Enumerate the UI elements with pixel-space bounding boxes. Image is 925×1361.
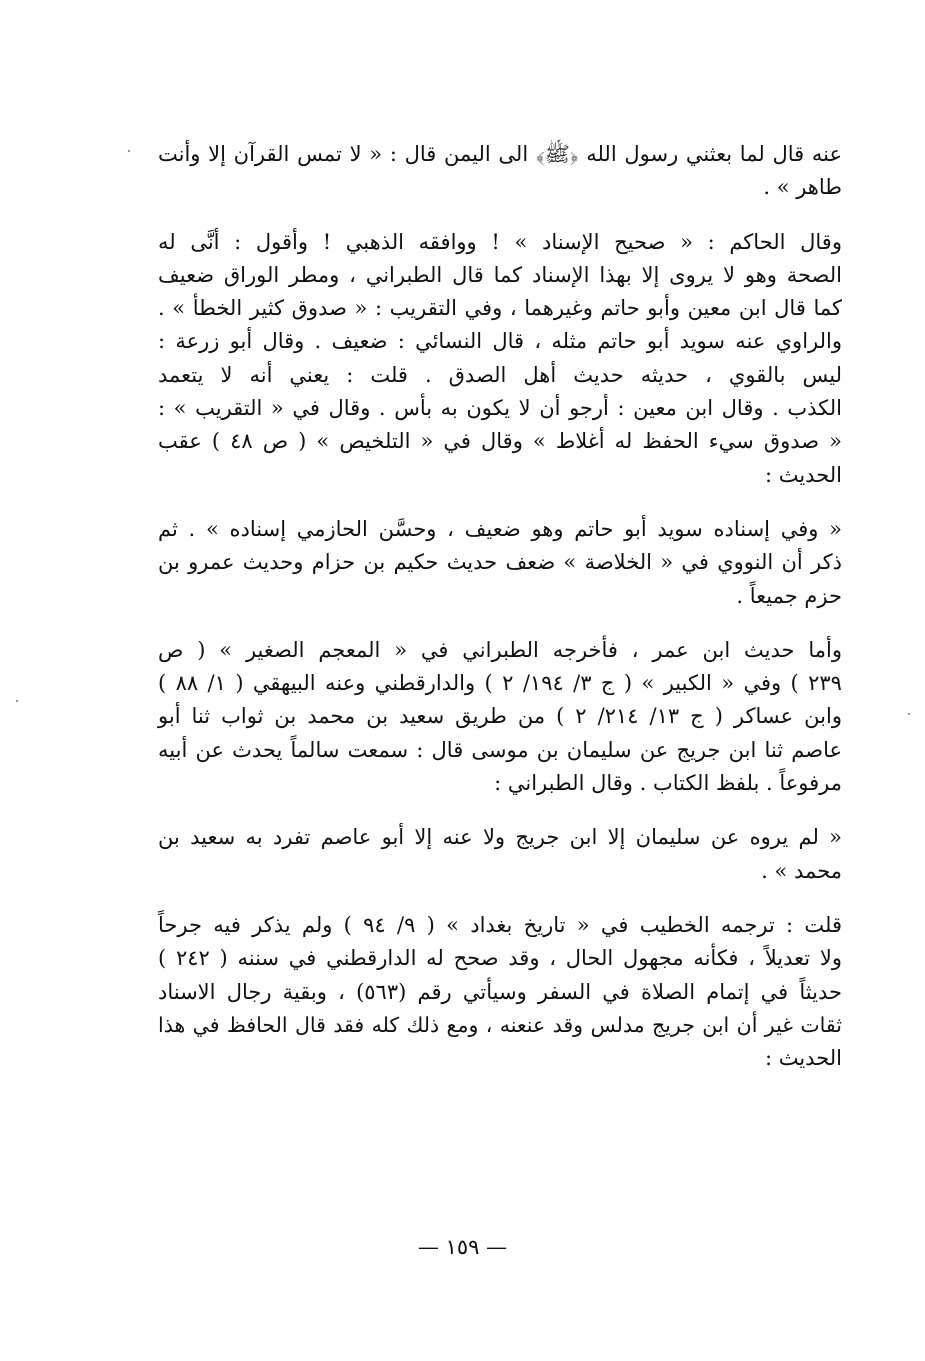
paragraph-spacer (158, 492, 842, 513)
scan-speck (16, 700, 18, 702)
text-line: وابن عساكر ( ج ١٣/ ٢١٤/ ٢ ) من طريق سعيد بن محمد بن ثواب ثنا أبو (158, 704, 842, 729)
page-body (158, 138, 842, 1075)
paragraph-spacer (158, 205, 842, 226)
text-line: محمد » . (761, 858, 842, 883)
text-line: الكذب . وقال ابن معين : أرجو أن لا يكون به بأس . وقال في « التقريب » : (158, 396, 842, 421)
text-line: عنه قال لما بعثني رسول الله ﴿ﷺ﴾ الى اليمن قال : « لا تمس القرآن إلا وأنت (158, 142, 842, 166)
text-line: قلت : ترجمه الخطيب في « تاريخ بغداد » ( ٩/ ٩٤ ) ولم يذكر فيه جرحاً (158, 912, 842, 937)
text-line: ولا تعديلاً ، فكأنه مجهول الحال ، وقد صحح له الدارقطني في سننه ( ٢٤٢ ) (158, 946, 842, 971)
text-line: عاصم ثنا ابن جريج عن سليمان بن موسى قال : سمعت سالماً يحدث عن أبيه (158, 737, 842, 762)
text-line: « صدوق سيء الحفظ له أغلاط » وقال في « التلخيص » ( ص ٤٨ ) عقب (158, 429, 842, 454)
text-line: الصحة وهو لا يروى إلا بهذا الإسناد كما قال الطبراني ، ومطر الوراق ضعيف (158, 262, 842, 287)
text-line: كما قال ابن معين وأبو حاتم وغيرهما ، وفي التقريب : « صدوق كثير الخطأ » . (158, 296, 842, 321)
text-line: ٢٣٩ ) وفي « الكبير » ( ج ٣/ ١٩٤/ ٢ ) والدارقطني وعنه البيهقي ( ١/ ٨٨ ) (158, 671, 842, 696)
paragraph-1 (158, 138, 842, 205)
text-line: طاهر » . (763, 175, 842, 200)
text-line: حديثاً في إتمام الصلاة في السفر وسيأتي رقم (٥٦٣) ، وبقية رجال الاسناد (158, 979, 842, 1004)
text-line: « لم يروه عن سليمان إلا ابن جريج ولا عنه إلا أبو عاصم تفرد به سعيد بن (158, 825, 842, 850)
text-line: وأما حديث ابن عمر ، فأخرجه الطبراني في « المعجم الصغير » ( ص (158, 637, 842, 662)
paragraph-5 (158, 821, 842, 888)
text-line: ليس بالقوي ، حديثه حديث أهل الصدق . قلت : يعني أنه لا يتعمد (158, 362, 842, 387)
text-line: « وفي إسناده سويد أبو حاتم وهو ضعيف ، وحسَّن الحازمي إسناده » . ثم (158, 516, 842, 541)
text-line: مرفوعاً . بلفظ الكتاب . وقال الطبراني : (494, 771, 842, 796)
text-line: وقال الحاكم : « صحيح الإسناد » ! ووافقه الذهبي ! وأقول : أنَّى له (158, 229, 842, 254)
paragraph-spacer (158, 800, 842, 821)
text-line: ثقات غير أن ابن جريج مدلس وقد عنعنه ، ومع ذلك كله فقد قال الحافظ في هذا (158, 1012, 842, 1037)
text-line: والراوي عنه سويد أبو حاتم مثله ، قال النسائي : ضعيف . وقال أبو زرعة : (158, 329, 842, 354)
paragraph-spacer (158, 613, 842, 634)
paragraph-3 (158, 513, 842, 613)
text-line: الحديث : (764, 1046, 842, 1071)
scan-speck (128, 150, 130, 152)
page-number: — ١٥٩ — (417, 1235, 508, 1259)
paragraph-6 (158, 909, 842, 1075)
paragraph-4 (158, 634, 842, 800)
paragraph-2 (158, 226, 842, 492)
paragraph-spacer (158, 888, 842, 909)
text-line: الحديث : (764, 462, 842, 487)
text-line: حزم جميعاً . (736, 583, 842, 608)
text-line: ذكر أن النووي في « الخلاصة » ضعف حديث حكيم بن حزام وحديث عمرو بن (158, 550, 842, 575)
scan-speck (908, 713, 910, 715)
